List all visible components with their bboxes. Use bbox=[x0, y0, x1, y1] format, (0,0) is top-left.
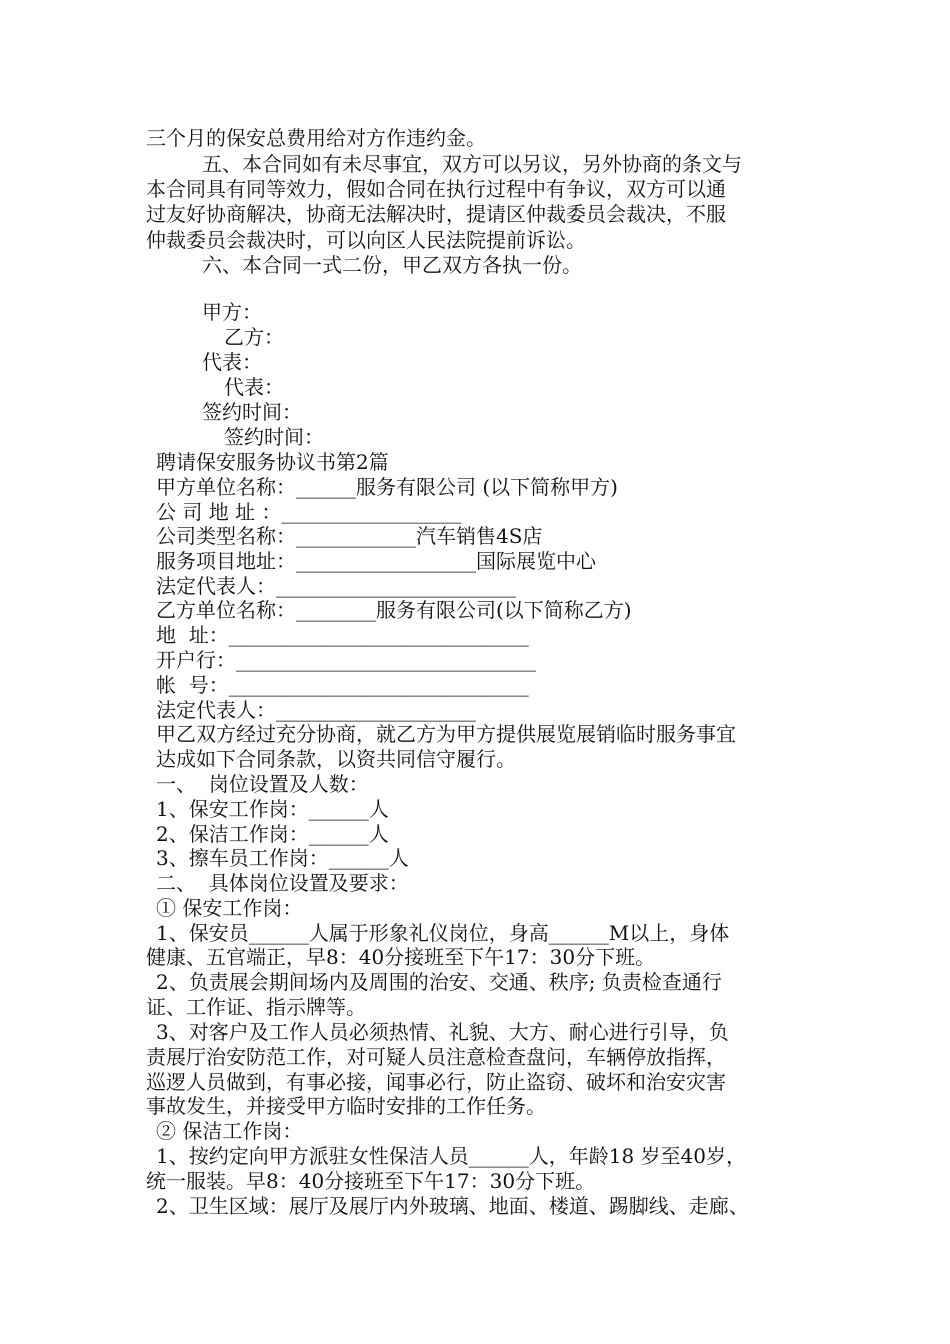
heading-line: ② 保洁工作岗： bbox=[156, 1119, 303, 1143]
text-line: 健康、五官端正，早8：40分接班至下午17：30分下班。 bbox=[146, 945, 656, 969]
heading-line: 二、 具体岗位设置及要求： bbox=[156, 871, 409, 895]
text-line: 2、负责展会期间场内及周围的治安、交通、秩序; 负责检查通行 bbox=[156, 970, 722, 994]
heading-line: 一、 岗位设置及人数： bbox=[156, 772, 369, 796]
signature-label: 代表： bbox=[224, 375, 284, 399]
signature-label: 甲方： bbox=[202, 300, 262, 324]
text-line: 巡逻人员做到，有事必接，闻事必行，防止盗窃、破坏和治安灾害 bbox=[146, 1070, 726, 1094]
text-line: 三个月的保安总费用给对方作违约金。 bbox=[146, 126, 486, 150]
form-field-line: 开户行：______________________________ bbox=[156, 648, 536, 672]
signature-label: 乙方： bbox=[224, 325, 284, 349]
text-line: 证、工作证、指示牌等。 bbox=[146, 995, 366, 1019]
list-item: 2、保洁工作岗：______人 bbox=[156, 822, 389, 846]
signature-label: 代表： bbox=[202, 350, 262, 374]
list-item: 3、擦车员工作岗：______人 bbox=[156, 846, 409, 870]
text-line: 过友好协商解决，协商无法解决时，提请区仲裁委员会裁决，不服 bbox=[146, 202, 726, 226]
form-field-line: 乙方单位名称：________服务有限公司(以下简称乙方) bbox=[156, 598, 632, 622]
text-line: 本合同具有同等效力，假如合同在执行过程中有争议，双方可以通 bbox=[146, 177, 726, 201]
text-line: 仲裁委员会裁决时，可以向区人民法院提前诉讼。 bbox=[146, 228, 586, 252]
text-line: 六、本合同一式二份，甲乙双方各执一份。 bbox=[202, 253, 582, 277]
form-field-line: 服务项目地址：__________________国际展览中心 bbox=[156, 549, 596, 573]
text-line: 1、保安员______人属于形象礼仪岗位，身高______M以上，身体 bbox=[156, 921, 730, 945]
section-title: 聘请保安服务协议书第2篇 bbox=[156, 450, 389, 474]
text-line: 责展厅治安防范工作，对可疑人员注意检查盘问，车辆停放指挥， bbox=[146, 1045, 726, 1069]
text-line: 五、本合同如有未尽事宜，双方可以另议，另外协商的条文与 bbox=[202, 152, 742, 176]
text-line: 3、对客户及工作人员必须热情、礼貌、大方、耐心进行引导，负 bbox=[156, 1020, 729, 1044]
list-item: 1、保安工作岗：______人 bbox=[156, 797, 389, 821]
form-field-line: 公 司 地 址 ：__________________ bbox=[156, 500, 462, 524]
text-line: 统一服装。早8：40分接班至下午17：30分下班。 bbox=[146, 1169, 596, 1193]
heading-line: ① 保安工作岗： bbox=[156, 896, 303, 920]
text-line: 2、卫生区域：展厅及展厅内外玻璃、地面、楼道、踢脚线、走廊、 bbox=[156, 1194, 749, 1218]
form-field-line: 帐 号：______________________________ bbox=[156, 673, 529, 697]
text-line: 事故发生，并接受甲方临时安排的工作任务。 bbox=[146, 1094, 546, 1118]
text-line: 甲乙双方经过充分协商，就乙方为甲方提供展览展销临时服务事宜 bbox=[156, 722, 736, 746]
form-field-line: 法定代表人：____________________ bbox=[156, 698, 476, 722]
form-field-line: 法定代表人：________________________ bbox=[156, 574, 516, 598]
form-field-line: 甲方单位名称：______服务有限公司 (以下简称甲方) bbox=[156, 475, 618, 499]
text-line: 1、按约定向甲方派驻女性保洁人员______人，年龄18 岁至40岁， bbox=[156, 1144, 746, 1168]
signature-label: 签约时间： bbox=[202, 400, 302, 424]
text-line: 达成如下合同条款，以资共同信守履行。 bbox=[156, 747, 516, 771]
form-field-line: 地 址：______________________________ bbox=[156, 623, 529, 647]
signature-label: 签约时间： bbox=[224, 425, 324, 449]
form-field-line: 公司类型名称：____________汽车销售4S店 bbox=[156, 524, 543, 548]
